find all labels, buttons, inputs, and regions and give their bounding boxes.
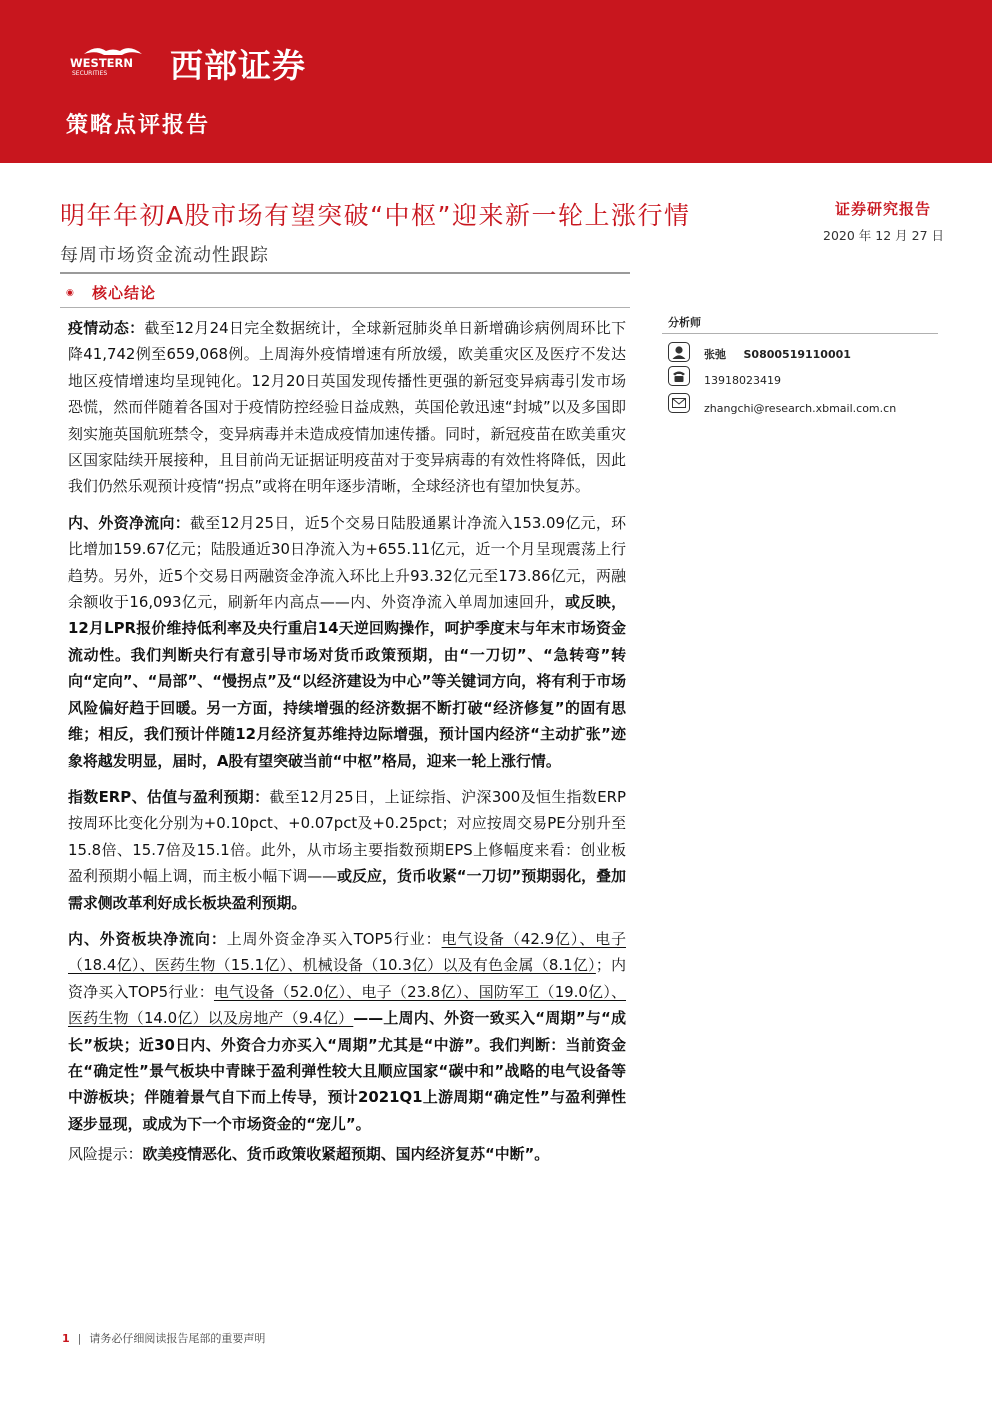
paragraph-erp-valuation bbox=[68, 784, 626, 916]
paragraph-label: 内、外资板块净流向： bbox=[68, 929, 227, 948]
report-subtitle: 每周市场资金流动性跟踪 bbox=[60, 245, 269, 266]
domestic-top5-list: 电气设备（52.0亿）、电子（23.8亿）、国防军工（19.0亿）、医药生物（14.0亿）以及房地产（9.4亿） bbox=[68, 982, 626, 1028]
footer-disclaimer-note: 请务必仔细阅读报告尾部的重要声明 bbox=[89, 1332, 266, 1345]
analyst-name: 张弛 bbox=[704, 348, 726, 361]
mail-icon bbox=[668, 393, 690, 413]
foreign-top5-list: 电气设备（42.9亿）、电子（18.4亿）、医药生物（15.1亿）、机械设备（10.3亿）以及有色金属（8.1亿） bbox=[68, 929, 626, 975]
analyst-phone: 13918023419 bbox=[704, 374, 781, 387]
paragraph-text: ；内资净买入TOP5行业： bbox=[68, 956, 626, 1001]
title-divider bbox=[60, 272, 630, 274]
person-icon bbox=[668, 342, 690, 362]
paragraph-emphasis: 欧美疫情恶化、货币政策收紧超预期、国内经济复苏“中断”。 bbox=[142, 1145, 550, 1164]
document-type-label: 证券研究报告 bbox=[835, 200, 932, 218]
page-number: 1 bbox=[62, 1332, 70, 1345]
paragraph-emphasis: 或反映，12月LPR报价维持低利率及央行重启14天逆回购操作，呵护季度末与年末市场资金流动性。我们判断央行有意引导市场对货币政策预期，由“一刀切”、“急转弯”转向“定向”、“局部”、“慢拐点”及“以经济建设为中心”等关键词方向，将有利于市场风险偏好趋于回暖。另一方面，持续增强的经济数据不断打破“经济修复”的固有思维；相反，我们预计伴随12月经济复苏维持边际增强，预计国内经济“主动扩张”迹象将越发明显，届时，A股有望突破当前“中枢”格局，迎来一轮上涨行情。 bbox=[68, 593, 626, 770]
phone-icon bbox=[668, 366, 690, 386]
paragraph-label: 风险提示： bbox=[68, 1145, 143, 1164]
paragraph-text: 截至12月24日完全数据统计，全球新冠肺炎单日新增确诊病例周环比下降41,742例至659,068例。上周海外疫情增速有所放缓，欧美重灾区及医疗不发达地区疫情增速均呈现钝化。12月20日英国发现传播性更强的新冠变异病毒引发市场恐慌，然而伴随着各国对于疫情防控经验日益成熟，英国伦敦迅速“封城”以及多国即刻实施英国航班禁令，变异病毒并未造成疫情加速传播。同时，新冠疫苗在欧美重灾区国家陆续开展接种，且目前尚无证据证明疫苗对于变异病毒的有效性将降低，因此我们仍然乐观预计疫情“拐点”或将在明年逐步清晰，全球经济也有望加快复苏。 bbox=[68, 319, 626, 496]
footer-separator: | bbox=[77, 1332, 82, 1345]
analyst-line bbox=[704, 346, 851, 362]
report-main-title: 明年年初A股市场有望突破“中枢”迎来新一轮上涨行情 bbox=[60, 201, 691, 230]
bull-horns-logo-icon bbox=[66, 42, 161, 76]
paragraph-emphasis: ——上周内、外资一致买入“周期”与“成长”板块；近30日内、外资合力亦买入“周期”尤其是“中游”。我们判断：当前资金在“确定性”景气板块中青睐于盈利弹性较大且顺应国家“碳中和”战略的电气设备等中游板块；伴随着景气自下而上传导，预计2021Q1上游周期“确定性”与盈利弹性逐步显现，或成为下一个市场资金的“宠儿”。 bbox=[68, 1009, 626, 1133]
paragraph-label: 指数ERP、估值与盈利预期： bbox=[68, 787, 270, 806]
report-date: 2020 年 12 月 27 日 bbox=[823, 228, 944, 243]
analyst-certificate: S0800519110001 bbox=[743, 348, 851, 361]
svg-text:WESTERN: WESTERN bbox=[70, 56, 134, 70]
paragraph-text: 截至12月25日，上证综指、沪深300及恒生指数ERP按周环比变化分别为+0.10pct、+0.07pct及+0.25pct；对应按周交易PE分别升至15.8倍、15.7倍及15.1倍。此外，从市场主要指数预期EPS上修幅度来看：创业板盈利预期小幅上调，而主板小幅下调—— bbox=[68, 787, 626, 886]
section-divider bbox=[60, 307, 630, 308]
analyst-email[interactable]: zhangchi@research.xbmail.com.cn bbox=[704, 402, 897, 415]
paragraph-fund-flow bbox=[68, 510, 626, 774]
paragraph-epidemic bbox=[68, 315, 626, 500]
body-column bbox=[68, 315, 626, 1178]
paragraph-text: 截至12月25日，近5个交易日陆股通累计净流入153.09亿元，环比增加159.67亿元；陆股通近30日净流入为+655.11亿元，近一个月呈现震荡上行趋势。另外，近5个交易日两融资金净流入环比上升93.32亿元至173.86亿元，两融余额收于16,093亿元，刷新年内高点——内、外资净流入单周加速回升， bbox=[68, 513, 626, 612]
brand-name: 西部证券 bbox=[170, 46, 306, 85]
analyst-section-title: 分析师 bbox=[668, 316, 701, 329]
paragraph-label: 内、外资净流向： bbox=[68, 513, 190, 532]
paragraph-emphasis: 或反应，货币收紧“一刀切”预期弱化，叠加需求侧改革利好成长板块盈利预期。 bbox=[68, 867, 626, 912]
western-securities-logo bbox=[66, 42, 161, 76]
sidebar-divider bbox=[662, 333, 938, 334]
svg-text:SECURITIES: SECURITIES bbox=[72, 70, 108, 76]
paragraph-text: 上周外资金净买入TOP5行业： bbox=[226, 929, 442, 948]
page-footer bbox=[62, 1330, 265, 1346]
paragraph-sector-flow bbox=[68, 926, 626, 1137]
paragraph-risk bbox=[68, 1141, 626, 1167]
section-title: 核心结论 bbox=[92, 284, 157, 302]
paragraph-label: 疫情动态： bbox=[68, 319, 145, 337]
report-kind: 策略点评报告 bbox=[66, 112, 211, 138]
report-header-band bbox=[0, 0, 992, 163]
section-bullet-icon: ◉ bbox=[66, 288, 74, 298]
